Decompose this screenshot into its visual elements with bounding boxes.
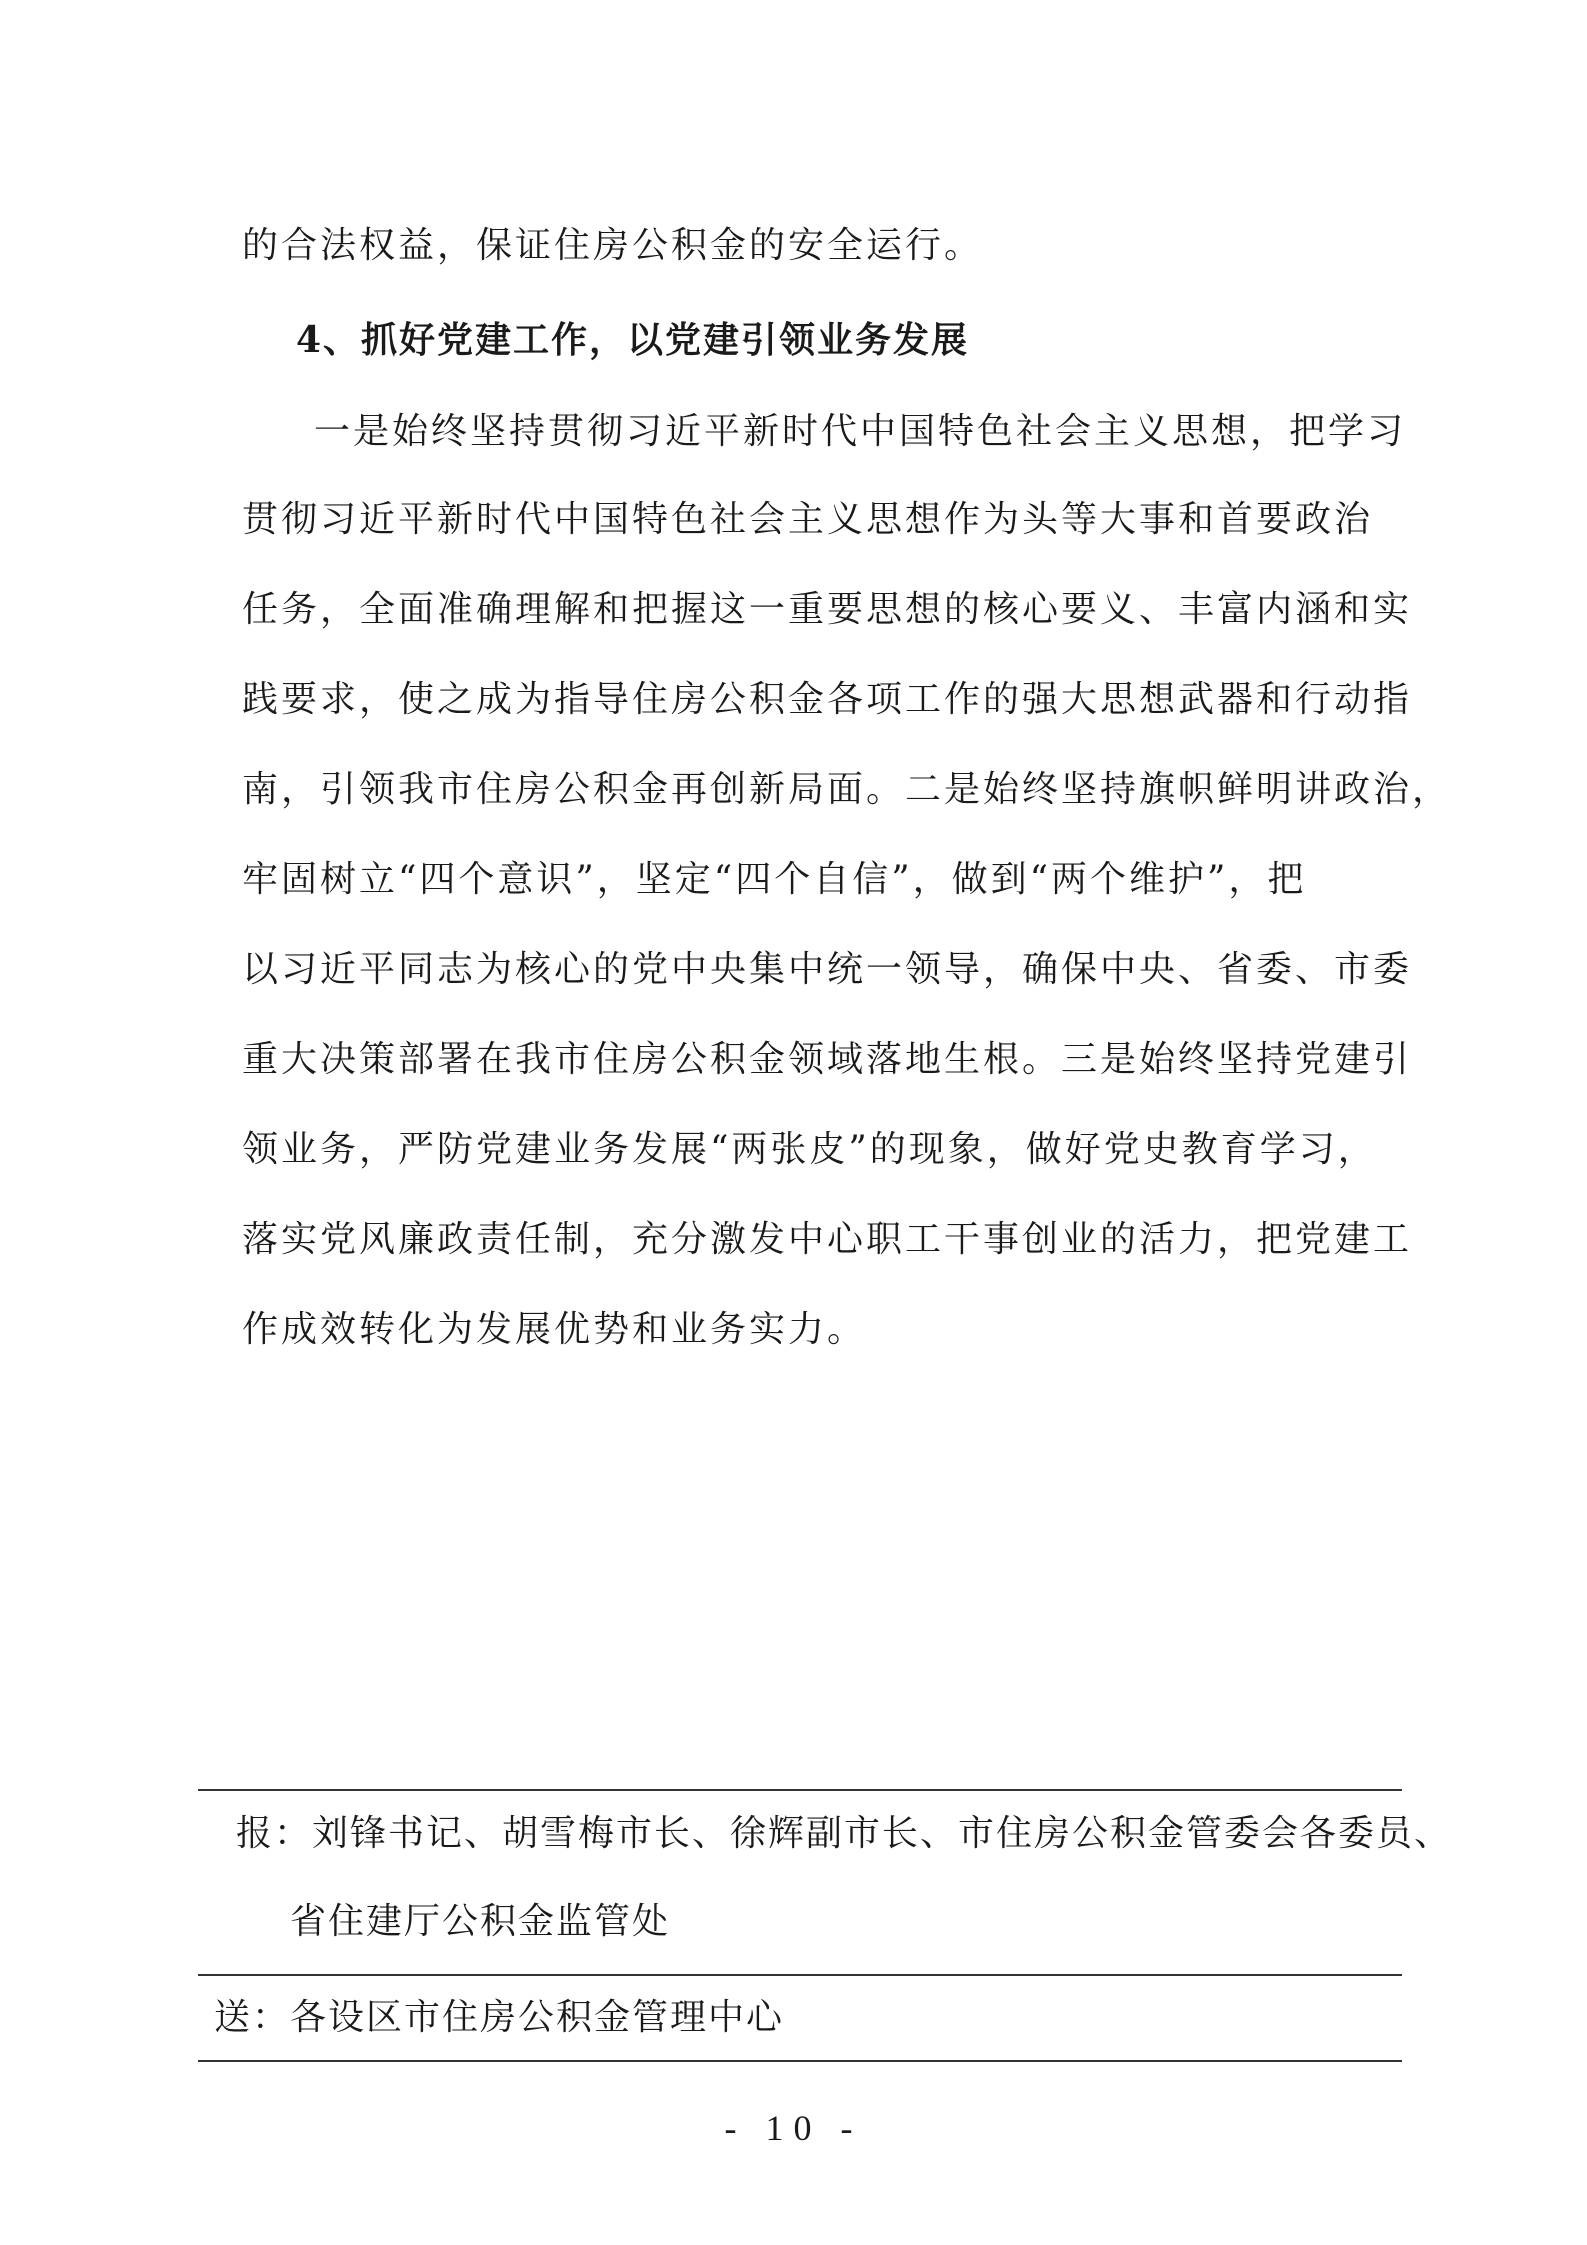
paragraph-line-4: 践要求，使之成为指导住房公积金各项工作的强大思想武器和行动指 — [242, 679, 1413, 720]
page-number: - 10 - — [724, 2108, 863, 2148]
body-text-line: 的合法权益，保证住房公积金的安全运行。 — [242, 225, 984, 266]
paragraph-line-6: 牢固树立“四个意识”，坚定“四个自信”，做到“两个维护”，把 — [242, 859, 1307, 900]
paragraph-line-7: 以习近平同志为核心的党中央集中统一领导，确保中央、省委、市委 — [242, 949, 1413, 990]
paragraph-line-8: 重大决策部署在我市住房公积金领域落地生根。三是始终坚持党建引 — [242, 1039, 1413, 1080]
paragraph-line-5: 南，引领我市住房公积金再创新局面。二是始终坚持旗帜鲜明讲政治， — [242, 769, 1452, 810]
paragraph-line-9: 领业务，严防党建业务发展“两张皮”的现象，做好党史教育学习， — [242, 1129, 1377, 1170]
section-heading: 4、抓好党建工作，以党建引领业务发展 — [296, 319, 970, 361]
paragraph-line-3: 任务，全面准确理解和把握这一重要思想的核心要义、丰富内涵和实 — [242, 589, 1413, 630]
send-recipients: 送：各设区市住房公积金管理中心 — [214, 1997, 785, 2038]
report-recipients: 报：刘锋书记、胡雪梅市长、徐辉副市长、市住房公积金管委会各委员、 — [236, 1813, 1453, 1854]
footer-top-rule — [198, 1789, 1402, 1791]
report-recipients-continued: 省住建厅公积金监管处 — [290, 1901, 671, 1942]
footer-bottom-rule — [198, 2060, 1402, 2062]
paragraph-line-1: 一是始终坚持贯彻习近平新时代中国特色社会主义思想，把学习 — [314, 411, 1407, 452]
paragraph-line-11: 作成效转化为发展优势和业务实力。 — [242, 1309, 867, 1350]
paragraph-line-2: 贯彻习近平新时代中国特色社会主义思想作为头等大事和首要政治 — [242, 499, 1374, 540]
paragraph-line-10: 落实党风廉政责任制，充分激发中心职工干事创业的活力，把党建工 — [242, 1219, 1413, 1260]
footer-middle-rule — [198, 1974, 1402, 1976]
